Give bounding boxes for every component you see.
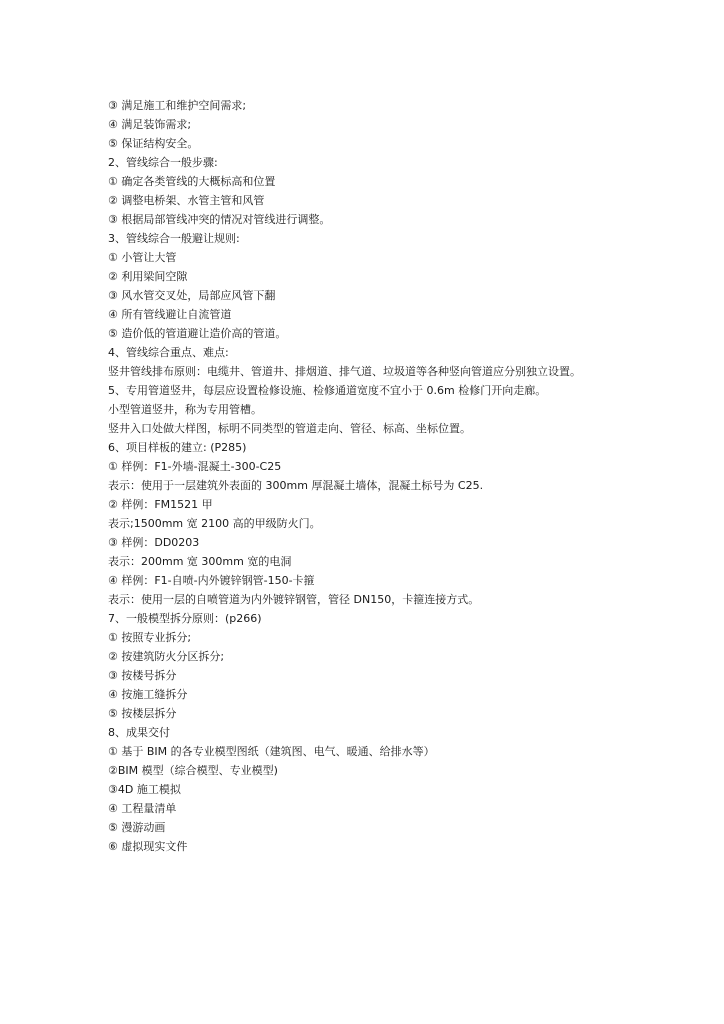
text-line: 表示;1500mm 宽 2100 高的甲级防火门。 [108,517,321,530]
text-line: ③ 满足施工和维护空间需求; [108,99,247,112]
text-line: ④ 满足装饰需求; [108,118,192,131]
text-line: ① 基于 BIM 的各专业模型图纸（建筑图、电气、暖通、给排水等） [108,745,435,758]
text-line: ① 确定各类管线的大概标高和位置 [108,175,276,188]
section-heading: 2、管线综合一般步骤: [108,156,218,169]
text-line: ② 按建筑防火分区拆分; [108,650,225,663]
text-line: ②BIM 模型（综合模型、专业模型) [108,764,278,777]
text-line: ④ 样例：F1-自喷-内外镀锌钢管-150-卡箍 [108,574,315,587]
text-line: ② 样例：FM1521 甲 [108,498,213,511]
section-heading: 4、管线综合重点、难点: [108,346,229,359]
text-line: ① 按照专业拆分; [108,631,192,644]
section-heading: 7、一般模型拆分原则：(p266) [108,612,262,625]
text-line: ③ 根据局部管线冲突的情况对管线进行调整。 [108,213,331,226]
text-line: ④ 所有管线避让自流管道 [108,308,232,321]
text-line: 小型管道竖井，称为专用管槽。 [108,403,262,416]
text-line: 竖井入口处做大样图，标明不同类型的管道走向、管径、标高、坐标位置。 [108,422,471,435]
text-line: ⑤ 漫游动画 [108,821,166,834]
section-heading: 5、专用管道竖井，每层应设置检修设施、检修通道宽度不宜小于 0.6m 检修门开向走廊。 [108,384,547,397]
text-line: ⑤ 保证结构安全。 [108,137,199,150]
section-heading: 6、项目样板的建立: (P285) [108,441,247,454]
text-line: ⑤ 按楼层拆分 [108,707,177,720]
text-line: 竖井管线排布原则：电缆井、管道井、排烟道、排气道、垃圾道等各种竖向管道应分别独立设置。 [108,365,581,378]
text-line: ① 小管让大管 [108,251,177,264]
text-line: 表示：使用一层的自喷管道为内外镀锌钢管，管径 DN150，卡箍连接方式。 [108,593,480,606]
text-line: ⑥ 虚拟现实文件 [108,840,188,853]
section-heading: 8、成果交付 [108,726,170,739]
text-line: ③4D 施工模拟 [108,783,181,796]
text-line: ③ 风水管交叉处，局部应风管下翻 [108,289,276,302]
text-line: ④ 工程量清单 [108,802,177,815]
text-line: 表示：使用于一层建筑外表面的 300mm 厚混凝土墙体，混凝土标号为 C25. [108,479,484,492]
text-line: ⑤ 造价低的管道避让造价高的管道。 [108,327,287,340]
text-line: ③ 按楼号拆分 [108,669,177,682]
section-heading: 3、管线综合一般避让规则: [108,232,240,245]
document-body [108,96,628,856]
text-line: ① 样例：F1-外墙-混凝土-300-C25 [108,460,282,473]
text-line: ③ 样例：DD0203 [108,536,200,549]
text-line: ② 调整电桥架、水管主管和风管 [108,194,265,207]
text-line: ② 利用梁间空隙 [108,270,188,283]
text-line: 表示：200mm 宽 300mm 宽的电洞 [108,555,292,568]
text-line: ④ 按施工缝拆分 [108,688,188,701]
